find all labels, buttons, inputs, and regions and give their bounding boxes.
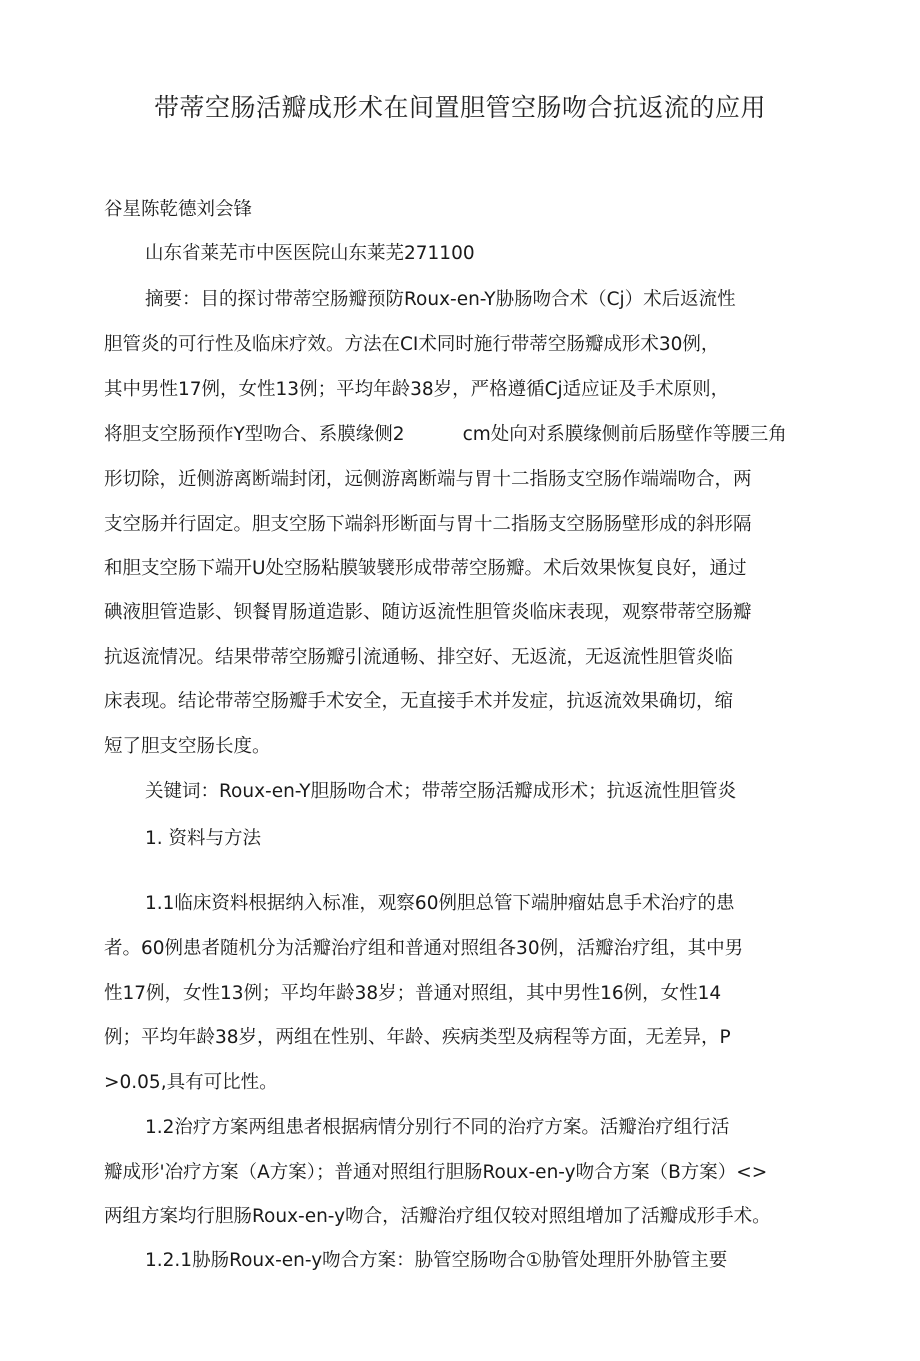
paragraph-line: 者。60例患者随机分为活瓣治疗组和普通对照组各30例，活瓣治疗组，其中男: [104, 938, 744, 959]
abstract-line: 胆管炎的可行性及临床疗效。方法在CI术同时施行带蒂空肠瓣成形术30例，: [104, 334, 720, 355]
paragraph-line: 性17例，女性13例；平均年龄38岁；普通对照组，其中男性16例，女性14: [104, 983, 722, 1004]
abstract-line-part: 将胆支空肠预作Y型吻合、系膜缘侧2: [104, 424, 405, 445]
abstract-line-part: cm处向对系膜缘侧前后肠壁作等腰三角: [462, 424, 787, 445]
abstract-line: 床表现。结论带蒂空肠瓣手术安全，无直接手术并发症，抗返流效果确切，缩: [104, 691, 734, 712]
section-1-2-1: 1.2.1胁肠Roux-en-y吻合方案：胁管空肠吻合①胁管处理肝外胁管主要: [145, 1250, 728, 1271]
abstract-line: 和胆支空肠下端开U处空肠粘膜皱襞形成带蒂空肠瓣。术后效果恢复良好，通过: [104, 558, 747, 579]
abstract-line: 形切除，近侧游离断端封闭，远侧游离断端与胃十二指肠支空肠作端端吻合，两: [104, 469, 752, 490]
paragraph-line: 瓣成形'冶疗方案（A方案）；普通对照组行胆肠Roux-en-y吻合方案（B方案）<>: [104, 1162, 768, 1183]
paragraph-line: 1.1临床资料根据纳入标准，观察60例胆总管下端肿瘤姑息手术治疗的患: [145, 893, 735, 914]
abstract-line: 其中男性17例，女性13例；平均年龄38岁，严格遵循Cj适应证及手术原则，: [104, 379, 730, 400]
paragraph-line: >0.05,具有可比性。: [104, 1072, 278, 1093]
abstract-line: [104, 423, 787, 447]
paragraph-line: 例；平均年龄38岁，两组在性别、年龄、疾病类型及病程等方面，无差异，P: [104, 1027, 731, 1048]
paragraph-line: 1.2治疗方案两组患者根据病情分别行不同的治疗方案。活瓣治疗组行活: [145, 1117, 730, 1138]
abstract-line: 碘液胆管造影、钡餐胃肠道造影、随访返流性胆管炎临床表现，观察带蒂空肠瓣: [104, 602, 752, 623]
paragraph-line: 两组方案均行胆肠Roux-en-y吻合，活瓣治疗组仅较对照组增加了活瓣成形手术。: [104, 1206, 771, 1227]
abstract-line: 短了胆支空肠长度。: [104, 736, 271, 757]
abstract-line: 支空肠并行固定。胆支空肠下端斜形断面与胃十二指肠支空肠肠壁形成的斜形隔: [104, 514, 752, 535]
document-title: 带蒂空肠活瓣成形术在间置胆管空肠吻合抗返流的应用: [153, 93, 766, 122]
abstract-line: 摘要：目的探讨带蒂空肠瓣预防Roux-en-Y胁肠吻合术（Cj）术后返流性: [145, 289, 736, 310]
section-heading: 1. 资料与方法: [145, 828, 262, 849]
keywords: 关键词：Roux-en-Y胆肠吻合术；带蒂空肠活瓣成形术；抗返流性胆管炎: [145, 781, 737, 802]
authors: 谷星陈乾德刘会锋: [104, 199, 253, 220]
abstract-line: 抗返流情况。结果带蒂空肠瓣引流通畅、排空好、无返流，无返流性胆管炎临: [104, 647, 734, 668]
affiliation: 山东省莱芜市中医医院山东莱芜271100: [145, 243, 475, 264]
